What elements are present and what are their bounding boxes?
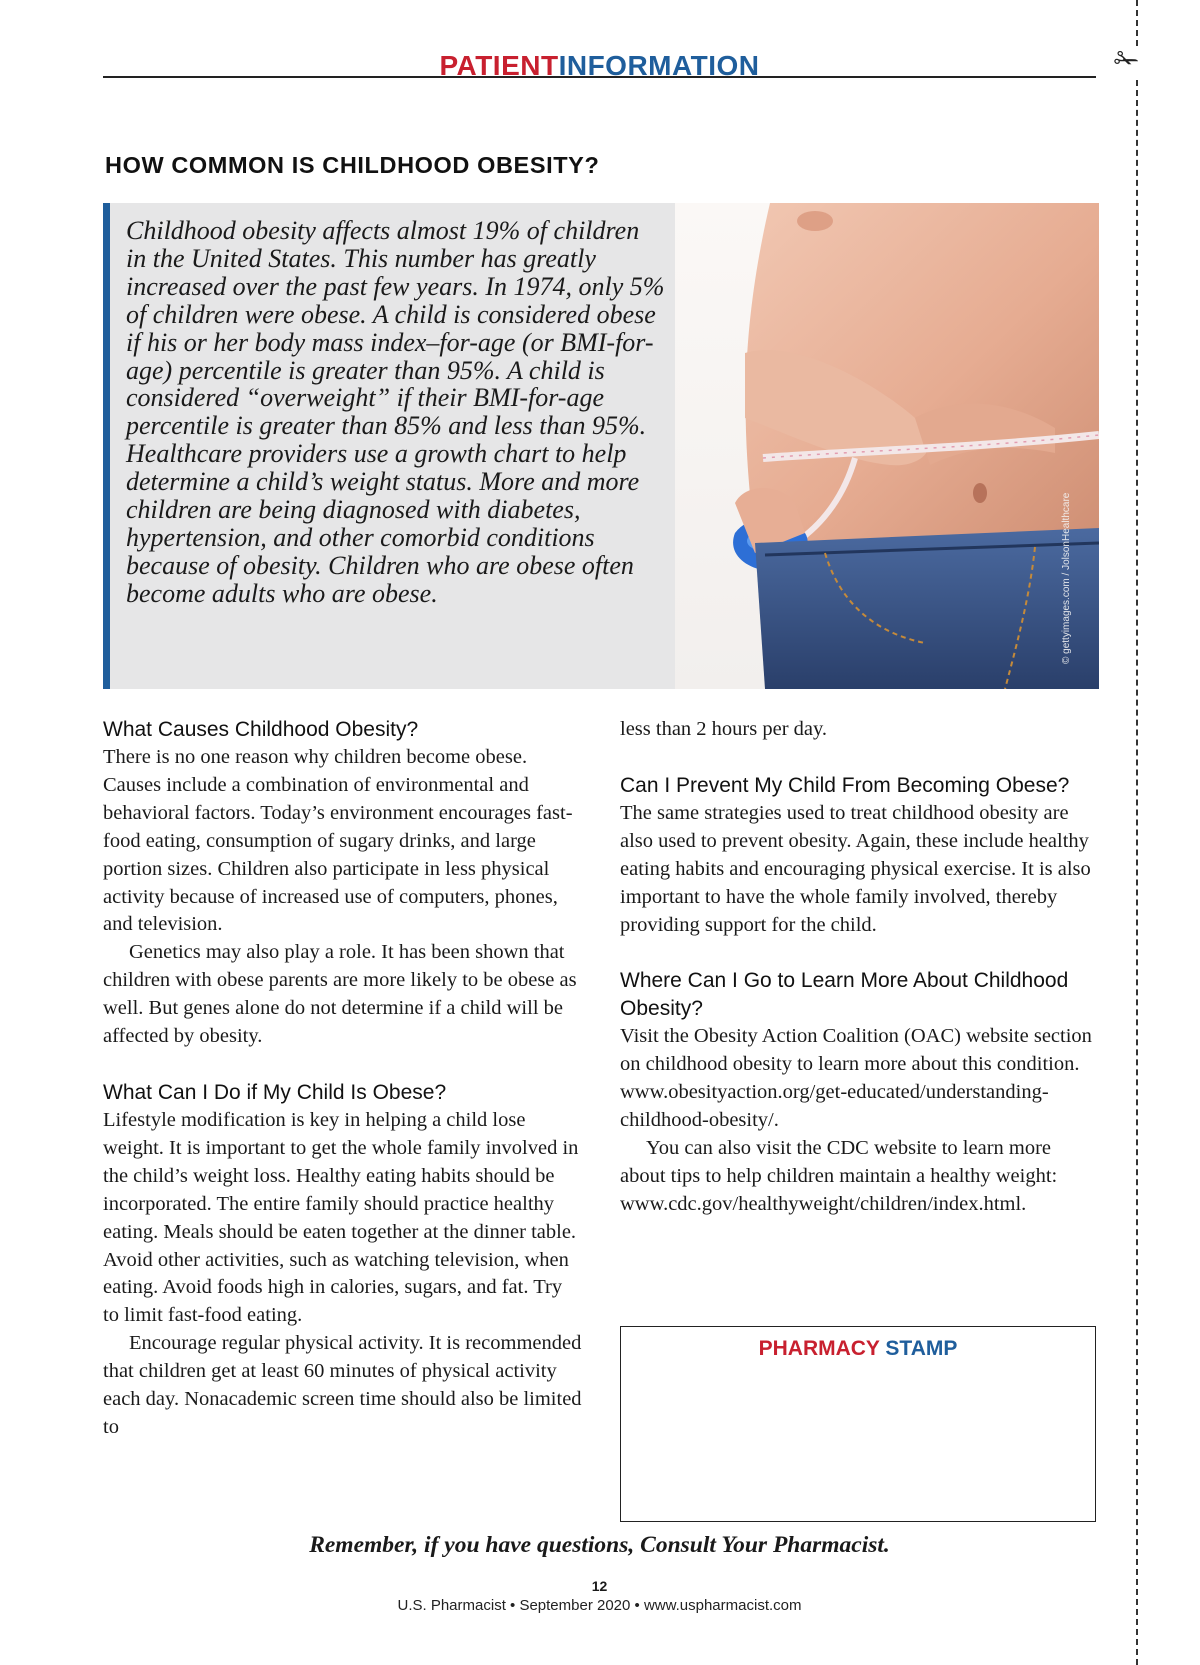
child-measuring-waist-photo xyxy=(675,203,1099,689)
what-can-i-do-paragraph-1: Lifestyle modification is key in helping a child lose weight. It is important to get the whole family involved in the child’s weight loss. Healthy eating habits should be incorporated. The entire family should practice healthy eating. Meals should be eaten together at the dinner table. Avoid other activities, such as watching television, when eating. Avoid foods high in calories, sugars, and fat. Try to limit fast-food eating. xyxy=(103,1108,579,1327)
what-can-i-do-paragraph-2-continued: less than 2 hours per day. xyxy=(620,718,828,740)
header-title-patient: PATIENT xyxy=(439,50,559,81)
causes-paragraph-2: Genetics may also play a role. It has been shown that children with obese parents are more likely to be obese as well. But genes alone do not determine if a child will be affected by obesity. xyxy=(103,941,577,1048)
consult-pharmacist-reminder: Remember, if you have questions, Consult Your Pharmacist. xyxy=(309,1532,890,1558)
learn-more-heading: Where Can I Go to Learn More About Childhood Obesity? xyxy=(620,969,1069,1021)
pharmacy-stamp-box xyxy=(620,1326,1096,1522)
publication-footer: U.S. Pharmacist • September 2020 • www.uspharmacist.com xyxy=(397,1597,802,1614)
pharmacy-stamp-title xyxy=(621,1337,1095,1361)
photo-illustration xyxy=(675,203,1099,689)
learn-more-paragraph-2: You can also visit the CDC website to learn more about tips to help children maintain a healthy weight: www.cdc.gov/healthyweight/children/index.html. xyxy=(620,1137,1058,1215)
header-rule xyxy=(103,76,1096,78)
learn-more-paragraph-1: Visit the Obesity Action Coalition (OAC) website section on childhood obesity to learn more about this condition. www.obesityaction.org/get-educated/understanding-childhood-obesity/. xyxy=(620,1025,1092,1132)
causes-heading: What Causes Childhood Obesity? xyxy=(103,718,419,741)
right-column xyxy=(620,716,1100,1219)
cut-line xyxy=(1136,0,1138,1665)
causes-paragraph-1: There is no one reason why children become obese. Causes include a combination of environmental and behavioral factors. Today’s environment encourages fast-food eating, consumption of sugary drinks, and large portion sizes. Children also participate in less physical activity because of increased use of computers, phones, and television. xyxy=(103,746,573,936)
what-can-i-do-paragraph-2: Encourage regular physical activity. It is recommended that children get at least 60 minutes of physical activity each day. Nonacademic screen time should also be limited to xyxy=(103,1332,582,1438)
header-title-information: INFORMATION xyxy=(558,50,760,81)
stamp-title-pharmacy: PHARMACY xyxy=(758,1337,880,1360)
section-gap xyxy=(620,744,1100,772)
callout-box xyxy=(103,203,675,689)
section-gap xyxy=(620,939,1100,967)
scissors-icon: ✁ xyxy=(1114,43,1140,78)
page-heading: HOW COMMON IS CHILDHOOD OBESITY? xyxy=(105,152,600,178)
what-can-i-do-heading: What Can I Do if My Child Is Obese? xyxy=(103,1080,447,1104)
section-gap xyxy=(103,1051,583,1079)
left-column xyxy=(103,716,583,1442)
page-number: 12 xyxy=(591,1578,608,1594)
prevent-heading: Can I Prevent My Child From Becoming Obese? xyxy=(620,773,1070,797)
callout-text: Childhood obesity affects almost 19% of children in the United States. This number has greatly increased over the past few years. In 1974, only 5% of children were obese. A child is considered obese if his or her body mass index–for-age (or BMI-for-age) percentile is greater than 95%. A child is considered “overweight” if their BMI-for-age percentile is greater than 85% and less than 95%. Healthcare providers use a growth chart to help determine a child’s weight status. More and more children are being diagnosed with diabetes, hypertension, and other comorbid conditions because of obesity. Children who are obese often become adults who are obese. xyxy=(126,216,665,608)
photo-credit: © gettyimages.com / JolsonHealthcare xyxy=(1061,492,1072,664)
prevent-paragraph-1: The same strategies used to treat childhood obesity are also used to prevent obesity. Again, these include healthy eating habits and encouraging physical exercise. It is also important to have the whole family involved, thereby providing support for the child. xyxy=(620,801,1091,936)
stamp-title-stamp: STAMP xyxy=(885,1337,958,1360)
